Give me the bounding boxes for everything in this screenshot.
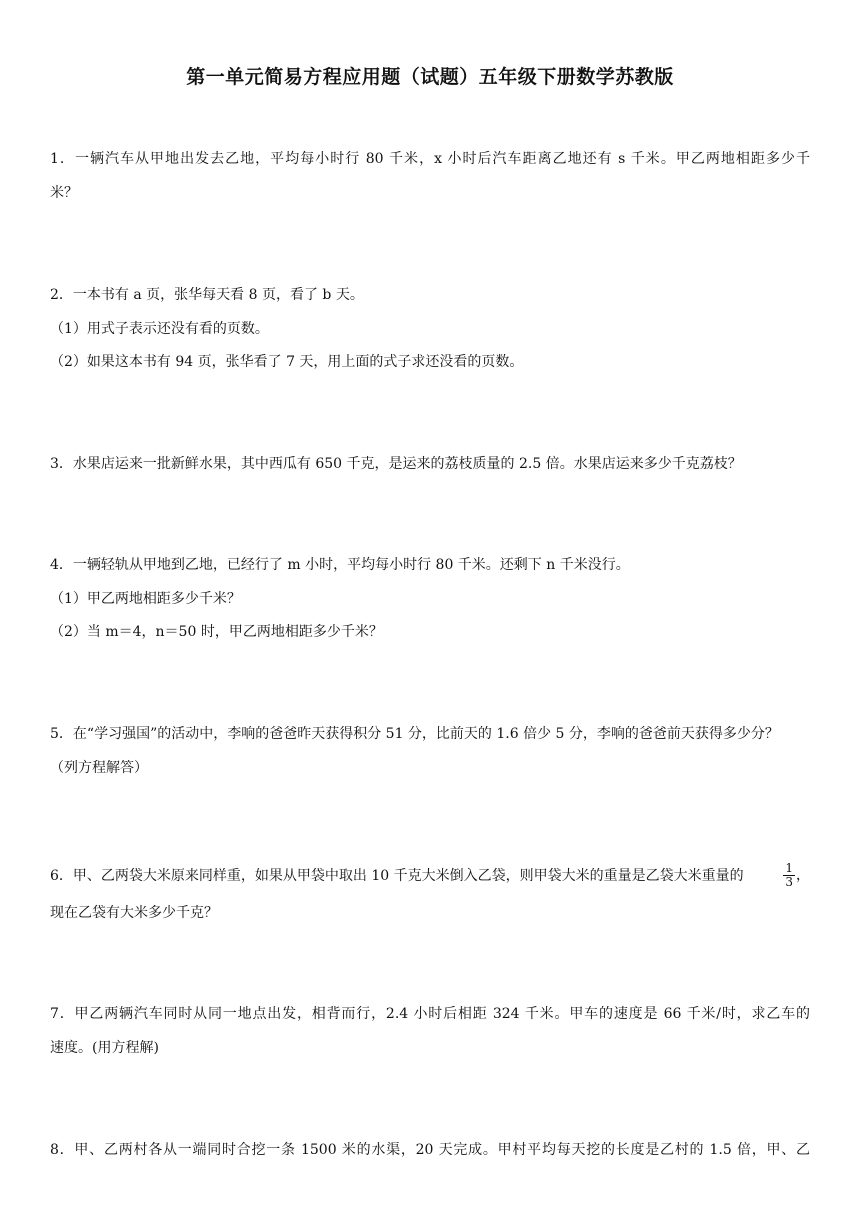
- question-2-sub-1: （1）用式子表示还没有看的页数。: [50, 321, 269, 337]
- fraction-numerator: 1: [785, 861, 793, 875]
- question-6-line-1-end: ，: [796, 867, 810, 884]
- question-7-line-1: 7．甲乙两辆汽车同时从同一地点出发，相背而行，2.4 小时后相距 324 千米。甲车的速度是 66 千米/时，求乙车的: [50, 1006, 810, 1022]
- question-2-sub-2: （2）如果这本书有 94 页，张华看了 7 天，用上面的式子求还没看的页数。: [50, 354, 524, 370]
- question-4-sub-1: （1）甲乙两地相距多少千米？: [50, 591, 241, 607]
- question-4-sub-2: （2）当 m＝4，n＝50 时，甲乙两地相距多少千米？: [50, 624, 383, 640]
- question-1-line-2: 米？: [50, 185, 78, 201]
- fraction-one-third: [783, 862, 795, 889]
- question-2-line-1: 2．一本书有 a 页，张华每天看 8 页，看了 b 天。: [50, 287, 364, 303]
- question-5-line-2: （列方程解答）: [50, 760, 148, 776]
- question-5-line-1: 5．在“学习强国”的活动中，李响的爸爸昨天获得积分 51 分，比前天的 1.6 倍少 5 分，李响的爸爸前天获得多少分？: [50, 726, 779, 742]
- question-8-line-1: 8．甲、乙两村各从一端同时合挖一条 1500 米的水渠，20 天完成。甲村平均每天挖的长度是乙村的 1.5 倍，甲、乙: [50, 1142, 810, 1158]
- question-3-line-1: 3．水果店运来一批新鲜水果，其中西瓜有 650 千克，是运来的荔枝质量的 2.5 倍。水果店运来多少千克荔枝？: [50, 456, 742, 472]
- page-title: 第一单元简易方程应用题（试题）五年级下册数学苏教版: [186, 66, 674, 88]
- question-6-line-1-row: [50, 862, 810, 889]
- question-6-line-2: 现在乙袋有大米多少千克？: [50, 905, 218, 921]
- question-1-line-1: 1．一辆汽车从甲地出发去乙地，平均每小时行 80 千米，x 小时后汽车距离乙地还有 s 千米。甲乙两地相距多少千: [50, 151, 810, 167]
- question-7-line-2: 速度。(用方程解): [50, 1040, 159, 1056]
- question-4-line-1: 4．一辆轻轨从甲地到乙地，已经行了 m 小时，平均每小时行 80 千米。还剩下 n 千米没行。: [50, 557, 630, 573]
- fraction-denominator: 3: [785, 875, 793, 889]
- question-6-line-1: 6．甲、乙两袋大米原来同样重，如果从甲袋中取出 10 千克大米倒入乙袋，则甲袋大米的重量是乙袋大米重量的: [50, 867, 744, 884]
